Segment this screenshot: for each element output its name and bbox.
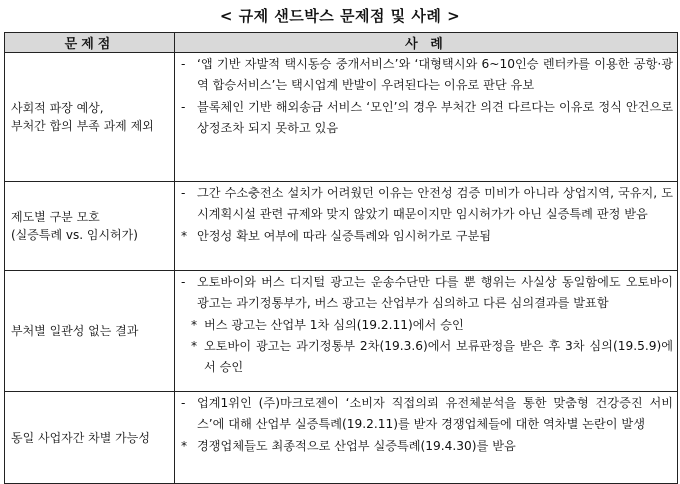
issue-cell: [5, 271, 175, 392]
case-text: 오토바이 광고는 과기정통부 2차(19.3.6)에서 보류판정을 받은 후 3차 심의(19.5.9)에서 승인: [204, 338, 673, 375]
note-item: [181, 336, 673, 379]
issue-line: 부처간 합의 부족 과제 제외: [11, 119, 154, 133]
issue-line: 사회적 파장 예상,: [11, 101, 104, 115]
bullet-marker: *: [181, 438, 188, 453]
bullet-marker: -: [181, 57, 186, 71]
bullet-marker: *: [181, 228, 188, 243]
header-issue: 문제점: [5, 33, 175, 53]
cases-cell: [175, 271, 678, 392]
case-text: 경쟁업체들도 최종적으로 산업부 실증특례(19.4.30)를 받음: [197, 438, 516, 453]
issue-line: 부처별 일관성 없는 결과: [11, 324, 139, 338]
bullet-marker: *: [191, 317, 198, 332]
table-row: [5, 271, 678, 392]
case-item: [181, 393, 673, 436]
issue-cell: [5, 182, 175, 271]
issue-line: 동일 사업자간 차별 가능성: [11, 430, 150, 445]
document-title: < 규제 샌드박스 문제점 및 사례 >: [219, 7, 461, 25]
cases-cell: [175, 392, 678, 484]
table-body: [5, 53, 678, 484]
note-item: [181, 436, 673, 457]
case-item: [181, 272, 673, 315]
issue-line: 제도별 구분 모호: [11, 210, 100, 224]
bullet-marker: -: [181, 396, 186, 410]
note-item: [181, 315, 673, 336]
case-item: [181, 97, 673, 140]
case-item: [181, 54, 673, 97]
cases-cell: [175, 53, 678, 182]
bullet-marker: *: [191, 338, 198, 353]
case-text: 오토바이와 버스 디지털 광고는 운송수단만 다를 뿐 행위는 사실상 동일함에도 오토바이 광고는 과기정통부가, 버스 광고는 산업부가 심의하고 다른 심의결과를 발표함: [197, 275, 673, 311]
case-text: 버스 광고는 산업부 1차 심의(19.2.11)에서 승인: [204, 317, 464, 332]
case-text: 업계1위인 (주)마크로젠이 ‘소비자 직접의뢰 유전체분석을 통한 맞춤형 건강증진 서비스’에 대해 산업부 실증특례(19.2.11)를 받자 경쟁업체들에 대한 역차별 논란이 발생: [197, 396, 673, 432]
bullet-marker: -: [181, 275, 186, 289]
issue-line: (실증특례 vs. 임시허가): [11, 228, 138, 242]
bullet-marker: -: [181, 99, 186, 114]
case-text: 그간 수소충전소 설치가 어려웠던 이유는 안전성 검증 미비가 아니라 상업지역, 국유지, 도시계획시설 관련 규제와 맞지 않았기 때문이지만 임시허가가 아닌 실증특례 판정 받음: [197, 186, 673, 222]
table-header-row: [5, 33, 678, 53]
case-item: [181, 183, 673, 226]
note-item: [181, 226, 673, 247]
cases-cell: [175, 182, 678, 271]
case-text: ‘앱 기반 자발적 택시동승 중개서비스’와 ‘대형택시와 6~10인승 렌터카를 이용한 공항·광역 합승서비스’는 택시업계 반발이 우려된다는 이유로 판단 유보: [197, 57, 673, 93]
issues-table: [4, 32, 678, 484]
header-cases: 사 례: [175, 33, 678, 53]
table-row: [5, 392, 678, 484]
case-text: 블록체인 기반 해외송금 서비스 ‘모인’의 경우 부처간 의견 다르다는 이유로 정식 안건으로 상정조차 되지 못하고 있음: [197, 99, 673, 135]
issue-cell: [5, 392, 175, 484]
table-row: [5, 53, 678, 182]
issue-cell: [5, 53, 175, 182]
bullet-marker: -: [181, 186, 186, 200]
table-row: [5, 182, 678, 271]
case-text: 안정성 확보 여부에 따라 실증특례와 임시허가로 구분됨: [197, 228, 492, 243]
